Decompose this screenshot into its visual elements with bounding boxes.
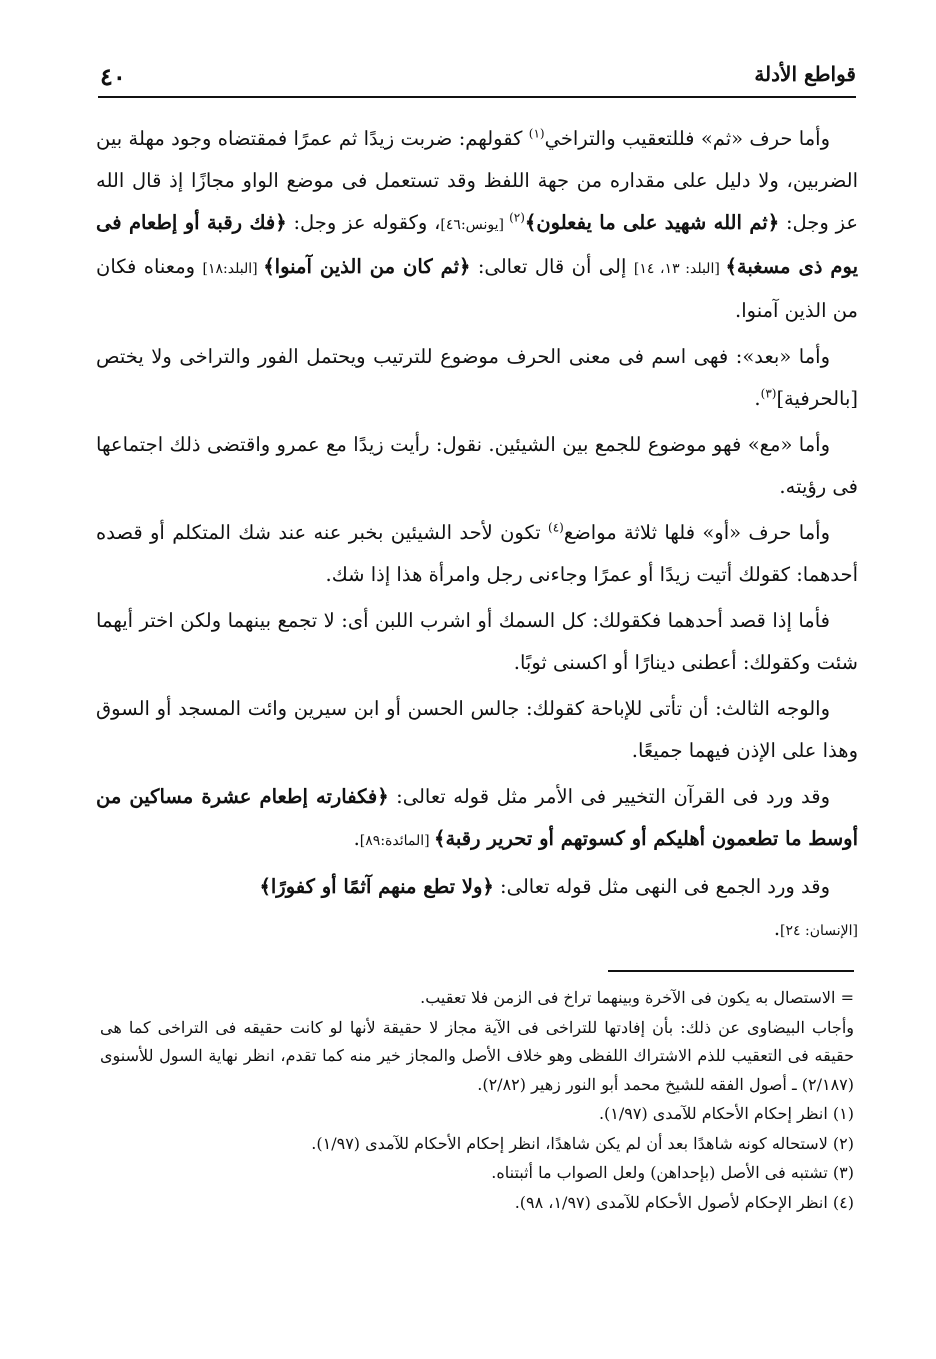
footnote-continuation: = الاستصال به يكون فى الآخرة وبينهما تراخ فى الزمن فلا تعقيب. (420, 988, 854, 1007)
quran-verse: ﴿ثم كان من الذين آمنوا﴾ (263, 255, 471, 278)
paragraph-aw: وأما حرف «أو» فلها ثلاثة مواضع$^{(٤)}$ تكون لأحد الشيئين بخبر عنه عند شك المتكلم أو قصده أحدهما: كقولك أتيت زيدًا أو عمرًا وجاءنى رجل وامرأة هذا إذا شك. (96, 520, 858, 586)
paragraph-maa: وأما «مع» فهو موضوع للجمع بين الشيئين. نقول: رأيت زيدًا مع عمرو واقتضى ذلك اجتماعها فى رؤيته. (96, 433, 858, 498)
footnote-marker: (٢) (509, 210, 525, 225)
header-rule (98, 96, 856, 98)
quran-verse: ﴿فك رقبة أو إطعام فى يوم ذى مسغبة﴾ (96, 211, 859, 278)
quran-verse: ﴿ثم الله شهيد على ما يفعلون﴾ (524, 211, 780, 234)
page-header (100, 56, 856, 92)
verse-reference: [البلد:١٨] (202, 261, 264, 277)
footnote-4: (٤) انظر الإحكام لأصول الأحكام للآمدى (١/٩٧، ٩٨). (514, 1192, 854, 1212)
footnote-marker: (٤) (548, 520, 564, 535)
verse-reference: [الإنسان: ٢٤] (780, 923, 858, 939)
verse-reference: [يونس:٤٦] (440, 217, 510, 233)
main-text (96, 118, 858, 956)
page-number: ٤٠ (100, 62, 126, 91)
paragraph-qasd: فأما إذا قصد أحدهما فكقولك: كل السمك أو اشرب اللبن أى: لا تجمع بينهما ولكن اختر أيهما شئت وكقولك: أعطنى دينارًا أو اكسنى ثوبًا. (96, 609, 858, 674)
paragraph-thumma: وأما حرف «ثم» فللتعقيب والتراخي$^{(١)}$ كقولهم: ضربت زيدًا ثم عمرًا فمقتضاه وجود مهلة بين الضربين، ولا دليل على مقداره من جهة اللفظ وقد تستعمل فى موضع الواو مجازًا إذ قال الله عز وجل: ﴿ثم الله شهيد على ما يفعلون﴾$^{(٢)}$ [يونس:٤٦]، وكقوله عز وجل: ﴿فك رقبة أو إطعام فى يوم ذى مسغبة﴾ [البلد: ١٣، ١٤] إلى أن قال تعالى: ﴿ثم كان من الذين آمنوا﴾ [البلد:١٨] ومعناه فكان من الذين آمنوا. (96, 126, 859, 322)
paragraph-takhyir: وقد ورد فى القرآن التخيير فى الأمر مثل قوله تعالى: ﴿فكفارته إطعام عشرة مساكين من أوسط ما تطعمون أهليكم أو كسوتهم أو تحرير رقبة﴾ [المائدة:٨٩]. (96, 785, 858, 850)
verse-reference: [المائدة:٨٩] (359, 833, 435, 849)
quran-verse: ﴿فكفارته إطعام عشرة مساكين من أوسط ما تطعمون أهليكم أو كسوتهم أو تحرير رقبة﴾ (96, 785, 858, 850)
footnote-marker: (٣) (760, 386, 777, 401)
running-title: قواطع الأدلة (754, 62, 856, 86)
paragraph-baad: وأما «بعد»: فهى اسم فى معنى الحرف موضوع للترتيب ويحتمل الفور والتراخى ولا يختص [بالحرفية]$^{(٣)}$. (96, 345, 858, 410)
paragraph-ibaha: والوجه الثالث: أن تأتى للإباحة كقولك: جالس الحسن أو ابن سيرين وائت المسجد أو السوق وهذا على الإذن فيهما جميعًا. (96, 697, 858, 762)
footnote-1: (١) انظر إحكام الأحكام للآمدى (١/٩٧). (598, 1104, 854, 1123)
footnote-2: (٢) لاستحاله كونه شاهدًا بعد أن لم يكن شاهدًا، انظر إحكام الأحكام للآمدى (١/٩٧). (311, 1133, 854, 1153)
footnote-separator (608, 970, 854, 972)
verse-reference: [البلد: ١٣، ١٤] (633, 261, 726, 277)
footnotes (100, 984, 854, 1218)
quran-verse: ﴿ولا تطع منهم آثمًا أو كفورًا﴾ (259, 875, 494, 898)
paragraph-nahy: وقد ورد الجمع فى النهى مثل قوله تعالى: ﴿ولا تطع منهم آثمًا أو كفورًا﴾ [الإنسان: ٢٤]. (259, 875, 858, 940)
footnote-marker: (١) (528, 126, 545, 141)
footnote-continuation: وأجاب البيضاوى عن ذلك: بأن إفادتها للتراخى فى الآية مجاز لا حقيقة لأنها لو كانت حقيقه فى التراخى كما هى حقيقه فى التعقيب للذم الاشتراك اللفظى وهو خلاف الأصل والمجاز خير منه كما تقدم، انظر نهاية السول للأسنوى (٢/١٨٧) ـ أصول الفقه للشيخ محمد أبو النور زهير (٢/٨٢). (100, 1017, 854, 1094)
footnote-3: (٣) تشتبه فى الأصل (بإحداهن) ولعل الصواب ما أثبتناه. (491, 1163, 854, 1182)
